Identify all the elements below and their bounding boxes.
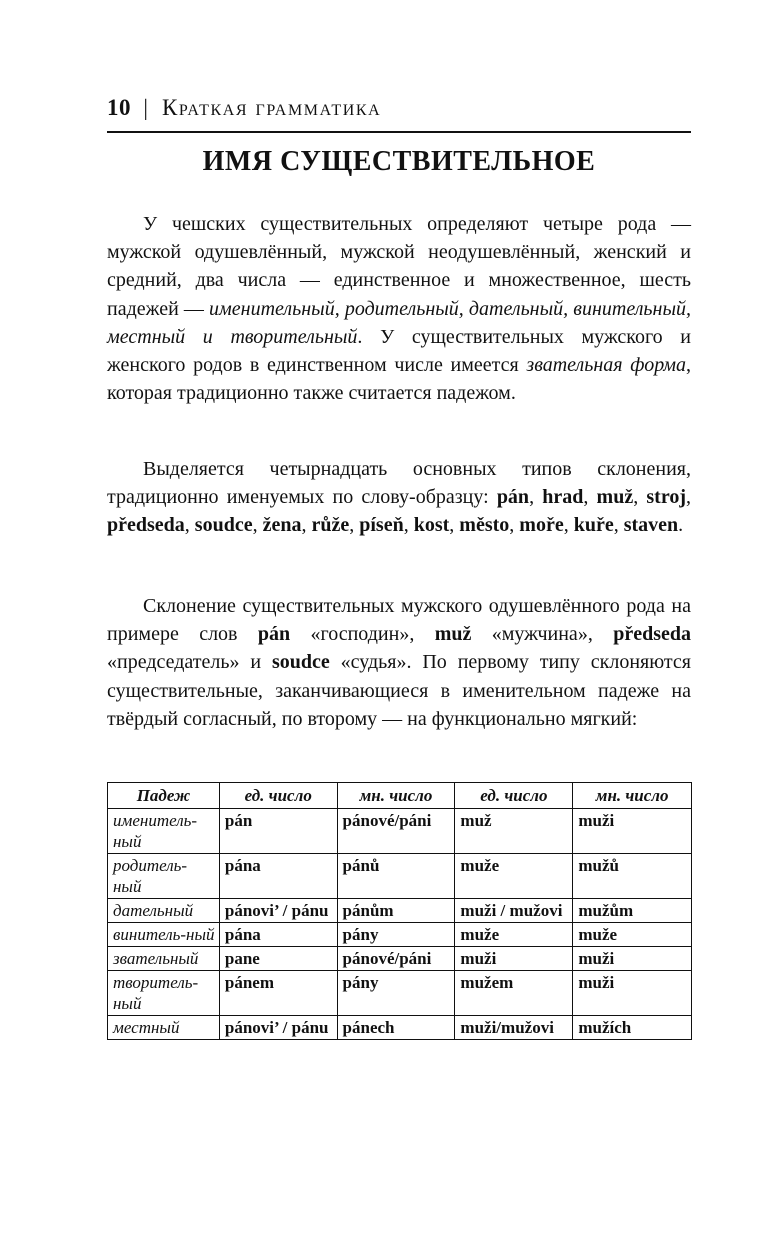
bold-term: soudce bbox=[194, 514, 253, 537]
table-cell: mužům bbox=[573, 899, 692, 923]
table-cell: pána bbox=[219, 854, 337, 899]
bold-term: hrad bbox=[542, 486, 584, 509]
table-cell: muži bbox=[573, 971, 692, 1016]
table-cell: pánů bbox=[337, 854, 455, 899]
bold-term: pán bbox=[257, 623, 291, 646]
table-cell: pánové/páni bbox=[337, 809, 455, 854]
bold-term: muž bbox=[596, 486, 634, 509]
table-cell: mužích bbox=[573, 1016, 692, 1040]
table-row bbox=[108, 947, 692, 971]
table-cell: pánovi’ / pánu bbox=[219, 1016, 337, 1040]
table-cell: muže bbox=[573, 923, 692, 947]
header-rule bbox=[107, 131, 691, 133]
declension-table bbox=[107, 782, 692, 1040]
bold-term: pán bbox=[496, 486, 530, 509]
page-number: 10 bbox=[107, 95, 131, 120]
table-cell: muže bbox=[455, 854, 573, 899]
bold-term: kost bbox=[413, 514, 450, 537]
table-cell: muži bbox=[573, 947, 692, 971]
case-name: родитель-ный bbox=[108, 854, 220, 899]
paragraph-declension-types: Выделяется четырнадцать основных типов склонения, традиционно именуемых по слову-образцу: pán, hrad, muž, stroj, předseda, soudce, žena, růže, píseň, kost, město, moře, kuře, staven. bbox=[107, 458, 691, 537]
table-cell: muži / mužovi bbox=[455, 899, 573, 923]
header-case: Падеж bbox=[108, 783, 220, 809]
bold-term: předseda bbox=[613, 623, 691, 646]
running-head bbox=[107, 92, 691, 124]
paragraph-masculine-animate: Склонение существительных мужского одушевлённого рода на примере слов pán «господин», muž «мужчина», předseda «председатель» и soudce «судья». По первому типу склоняются существительные, заканчивающиеся в именительном падеже на твёрдый согласный, по второму — на функционально мягкий: bbox=[107, 595, 691, 730]
header-separator: | bbox=[143, 95, 150, 120]
bold-term: růže bbox=[311, 514, 350, 537]
header-singular: ед. число bbox=[455, 783, 573, 809]
bold-term: soudce bbox=[271, 651, 330, 674]
bold-term: předseda bbox=[107, 514, 185, 537]
bold-term: moře bbox=[519, 514, 564, 537]
bold-term: staven bbox=[623, 514, 679, 537]
table-cell: pány bbox=[337, 923, 455, 947]
table-row bbox=[108, 1016, 692, 1040]
bold-term: stroj bbox=[646, 486, 686, 509]
bold-term: žena bbox=[262, 514, 302, 537]
table-cell: pán bbox=[219, 809, 337, 854]
table-row bbox=[108, 899, 692, 923]
table-cell: pánech bbox=[337, 1016, 455, 1040]
table-cell: muži bbox=[573, 809, 692, 854]
table-cell: pánům bbox=[337, 899, 455, 923]
table-cell: pánovi’ / pánu bbox=[219, 899, 337, 923]
header-singular: ед. число bbox=[219, 783, 337, 809]
table-cell: pánem bbox=[219, 971, 337, 1016]
table-cell: mužem bbox=[455, 971, 573, 1016]
bold-term: město bbox=[459, 514, 510, 537]
header-plural: мн. число bbox=[337, 783, 455, 809]
table-cell: mužů bbox=[573, 854, 692, 899]
case-name: дательный bbox=[108, 899, 220, 923]
paragraph-genders-cases: У чешских существительных определяют четыре рода — мужской одушевлённый, мужской неодушевлённый, женский и средний, два числа — единственное и множественное, шесть падежей — именительный, родительный, дательный, винительный, местный и творительный. У существительных мужского и женского родов в единственном числе имеется звательная форма, которая традиционно также считается падежом. bbox=[107, 213, 691, 405]
table-cell: pane bbox=[219, 947, 337, 971]
table-header-row bbox=[108, 783, 692, 809]
bold-term: muž bbox=[434, 623, 472, 646]
table-cell: pána bbox=[219, 923, 337, 947]
header-plural: мн. число bbox=[573, 783, 692, 809]
bold-term: píseň bbox=[359, 514, 404, 537]
table-cell: muži/mužovi bbox=[455, 1016, 573, 1040]
italic-term: звательная форма bbox=[526, 354, 686, 377]
table-row bbox=[108, 809, 692, 854]
table-row bbox=[108, 854, 692, 899]
case-name: винитель-ный bbox=[108, 923, 220, 947]
section-title: Краткая грамматика bbox=[161, 95, 382, 120]
case-name: звательный bbox=[108, 947, 220, 971]
case-name: именитель-ный bbox=[108, 809, 220, 854]
table-cell: pánové/páni bbox=[337, 947, 455, 971]
italic-term: именительный, родительный, дательный, винительный, местный и творительный bbox=[107, 297, 691, 348]
table-cell: muž bbox=[455, 809, 573, 854]
table-cell: pány bbox=[337, 971, 455, 1016]
table-row bbox=[108, 923, 692, 947]
chapter-title: ИМЯ СУЩЕСТВИТЕЛЬНОЕ bbox=[202, 146, 596, 177]
bold-term: kuře bbox=[573, 514, 614, 537]
table-cell: muži bbox=[455, 947, 573, 971]
table-row bbox=[108, 971, 692, 1016]
case-name: творитель-ный bbox=[108, 971, 220, 1016]
case-name: местный bbox=[108, 1016, 220, 1040]
table-cell: muže bbox=[455, 923, 573, 947]
